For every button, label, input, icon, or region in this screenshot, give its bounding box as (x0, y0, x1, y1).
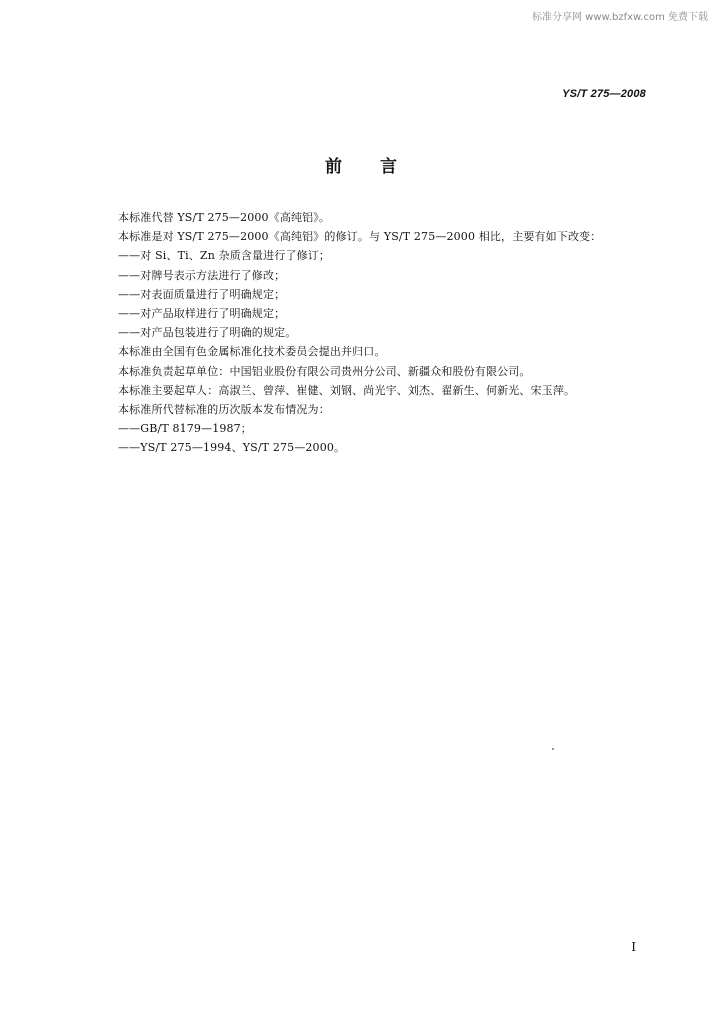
paragraph-replaces: 本标准代替 YS/T 275—2000《高纯铝》。 (118, 211, 331, 224)
list-item-change: ——对牌号表示方法进行了修改； (118, 268, 286, 282)
paragraph-drafters: 本标准主要起草人：高淑兰、曾萍、崔健、刘钢、尚光宇、刘杰、翟新生、何新光、宋玉萍。 (118, 383, 576, 397)
list-item-change: ——对 Si、Ti、Zn 杂质含量进行了修订； (118, 249, 331, 263)
paragraph-proposer: 本标准由全国有色金属标准化技术委员会提出并归口。 (118, 345, 386, 359)
standard-code: YS/T 275—2008 (562, 88, 646, 100)
list-item-history: ——GB/T 8179—1987； (118, 422, 252, 436)
scan-speck (552, 748, 554, 750)
paragraph-revision-intro: 本标准是对 YS/T 275—2000《高纯铝》的修订。与 YS/T 275—2000 相比，主要有如下改变： (118, 230, 602, 244)
page-number: I (631, 940, 636, 954)
paragraph-drafting-units: 本标准负责起草单位：中国铝业股份有限公司贵州分公司、新疆众和股份有限公司。 (118, 364, 531, 378)
page-title: 前言 (325, 157, 435, 177)
watermark-text: 标准分享网 www.bzfxw.com 免费下载 (532, 12, 708, 23)
list-item-change: ——对产品包装进行了明确的规定。 (118, 326, 297, 340)
foreword-body (118, 208, 658, 457)
list-item-change: ——对产品取样进行了明确规定； (118, 306, 286, 320)
list-item-history: ——YS/T 275—1994、YS/T 275—2000。 (118, 441, 346, 455)
list-item-change: ——对表面质量进行了明确规定； (118, 287, 286, 301)
paragraph-history-intro: 本标准所代替标准的历次版本发布情况为： (118, 402, 330, 416)
